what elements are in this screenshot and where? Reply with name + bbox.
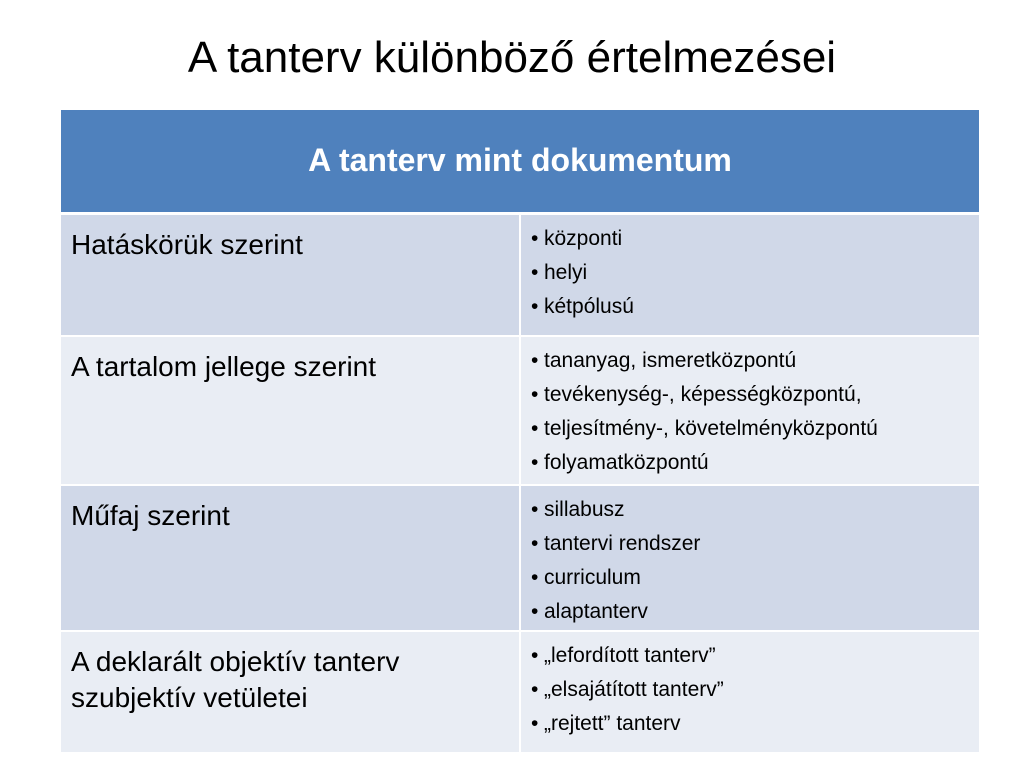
bullet-list (531, 344, 969, 480)
table-header: A tanterv mint dokumentum (61, 110, 979, 213)
slide-title: A tanterv különböző értelmezései (187, 33, 837, 82)
row-items (520, 485, 979, 632)
list-item: • tevékenység-, képességközpontú, (531, 378, 969, 412)
bullet-list (531, 639, 969, 741)
row-label: A deklarált objektív tanterv szubjektív vetületei (61, 631, 520, 752)
table-row (61, 485, 979, 632)
list-item: • „lefordított tanterv” (531, 639, 969, 673)
table-row (61, 631, 979, 752)
list-item: • „rejtett” tanterv (531, 707, 969, 741)
row-label: Hatáskörük szerint (61, 213, 520, 336)
row-label: A tartalom jellege szerint (61, 336, 520, 485)
classification-table (61, 110, 979, 752)
list-item: • curriculum (531, 561, 969, 595)
list-item: • tananyag, ismeretközpontú (531, 344, 969, 378)
list-item: • sillabusz (531, 493, 969, 527)
list-item: • folyamatközpontú (531, 446, 969, 480)
bullet-list (531, 222, 969, 324)
list-item: • teljesítmény-, követelményközpontú (531, 412, 969, 446)
table-row (61, 336, 979, 485)
row-items (520, 213, 979, 336)
list-item: • „elsajátított tanterv” (531, 673, 969, 707)
list-item: • kétpólusú (531, 290, 969, 324)
list-item: • helyi (531, 256, 969, 290)
row-label: Műfaj szerint (61, 485, 520, 632)
list-item: • tantervi rendszer (531, 527, 969, 561)
row-items (520, 631, 979, 752)
table-row (61, 213, 979, 336)
row-items (520, 336, 979, 485)
bullet-list (531, 493, 969, 629)
list-item: • alaptanterv (531, 595, 969, 629)
list-item: • központi (531, 222, 969, 256)
